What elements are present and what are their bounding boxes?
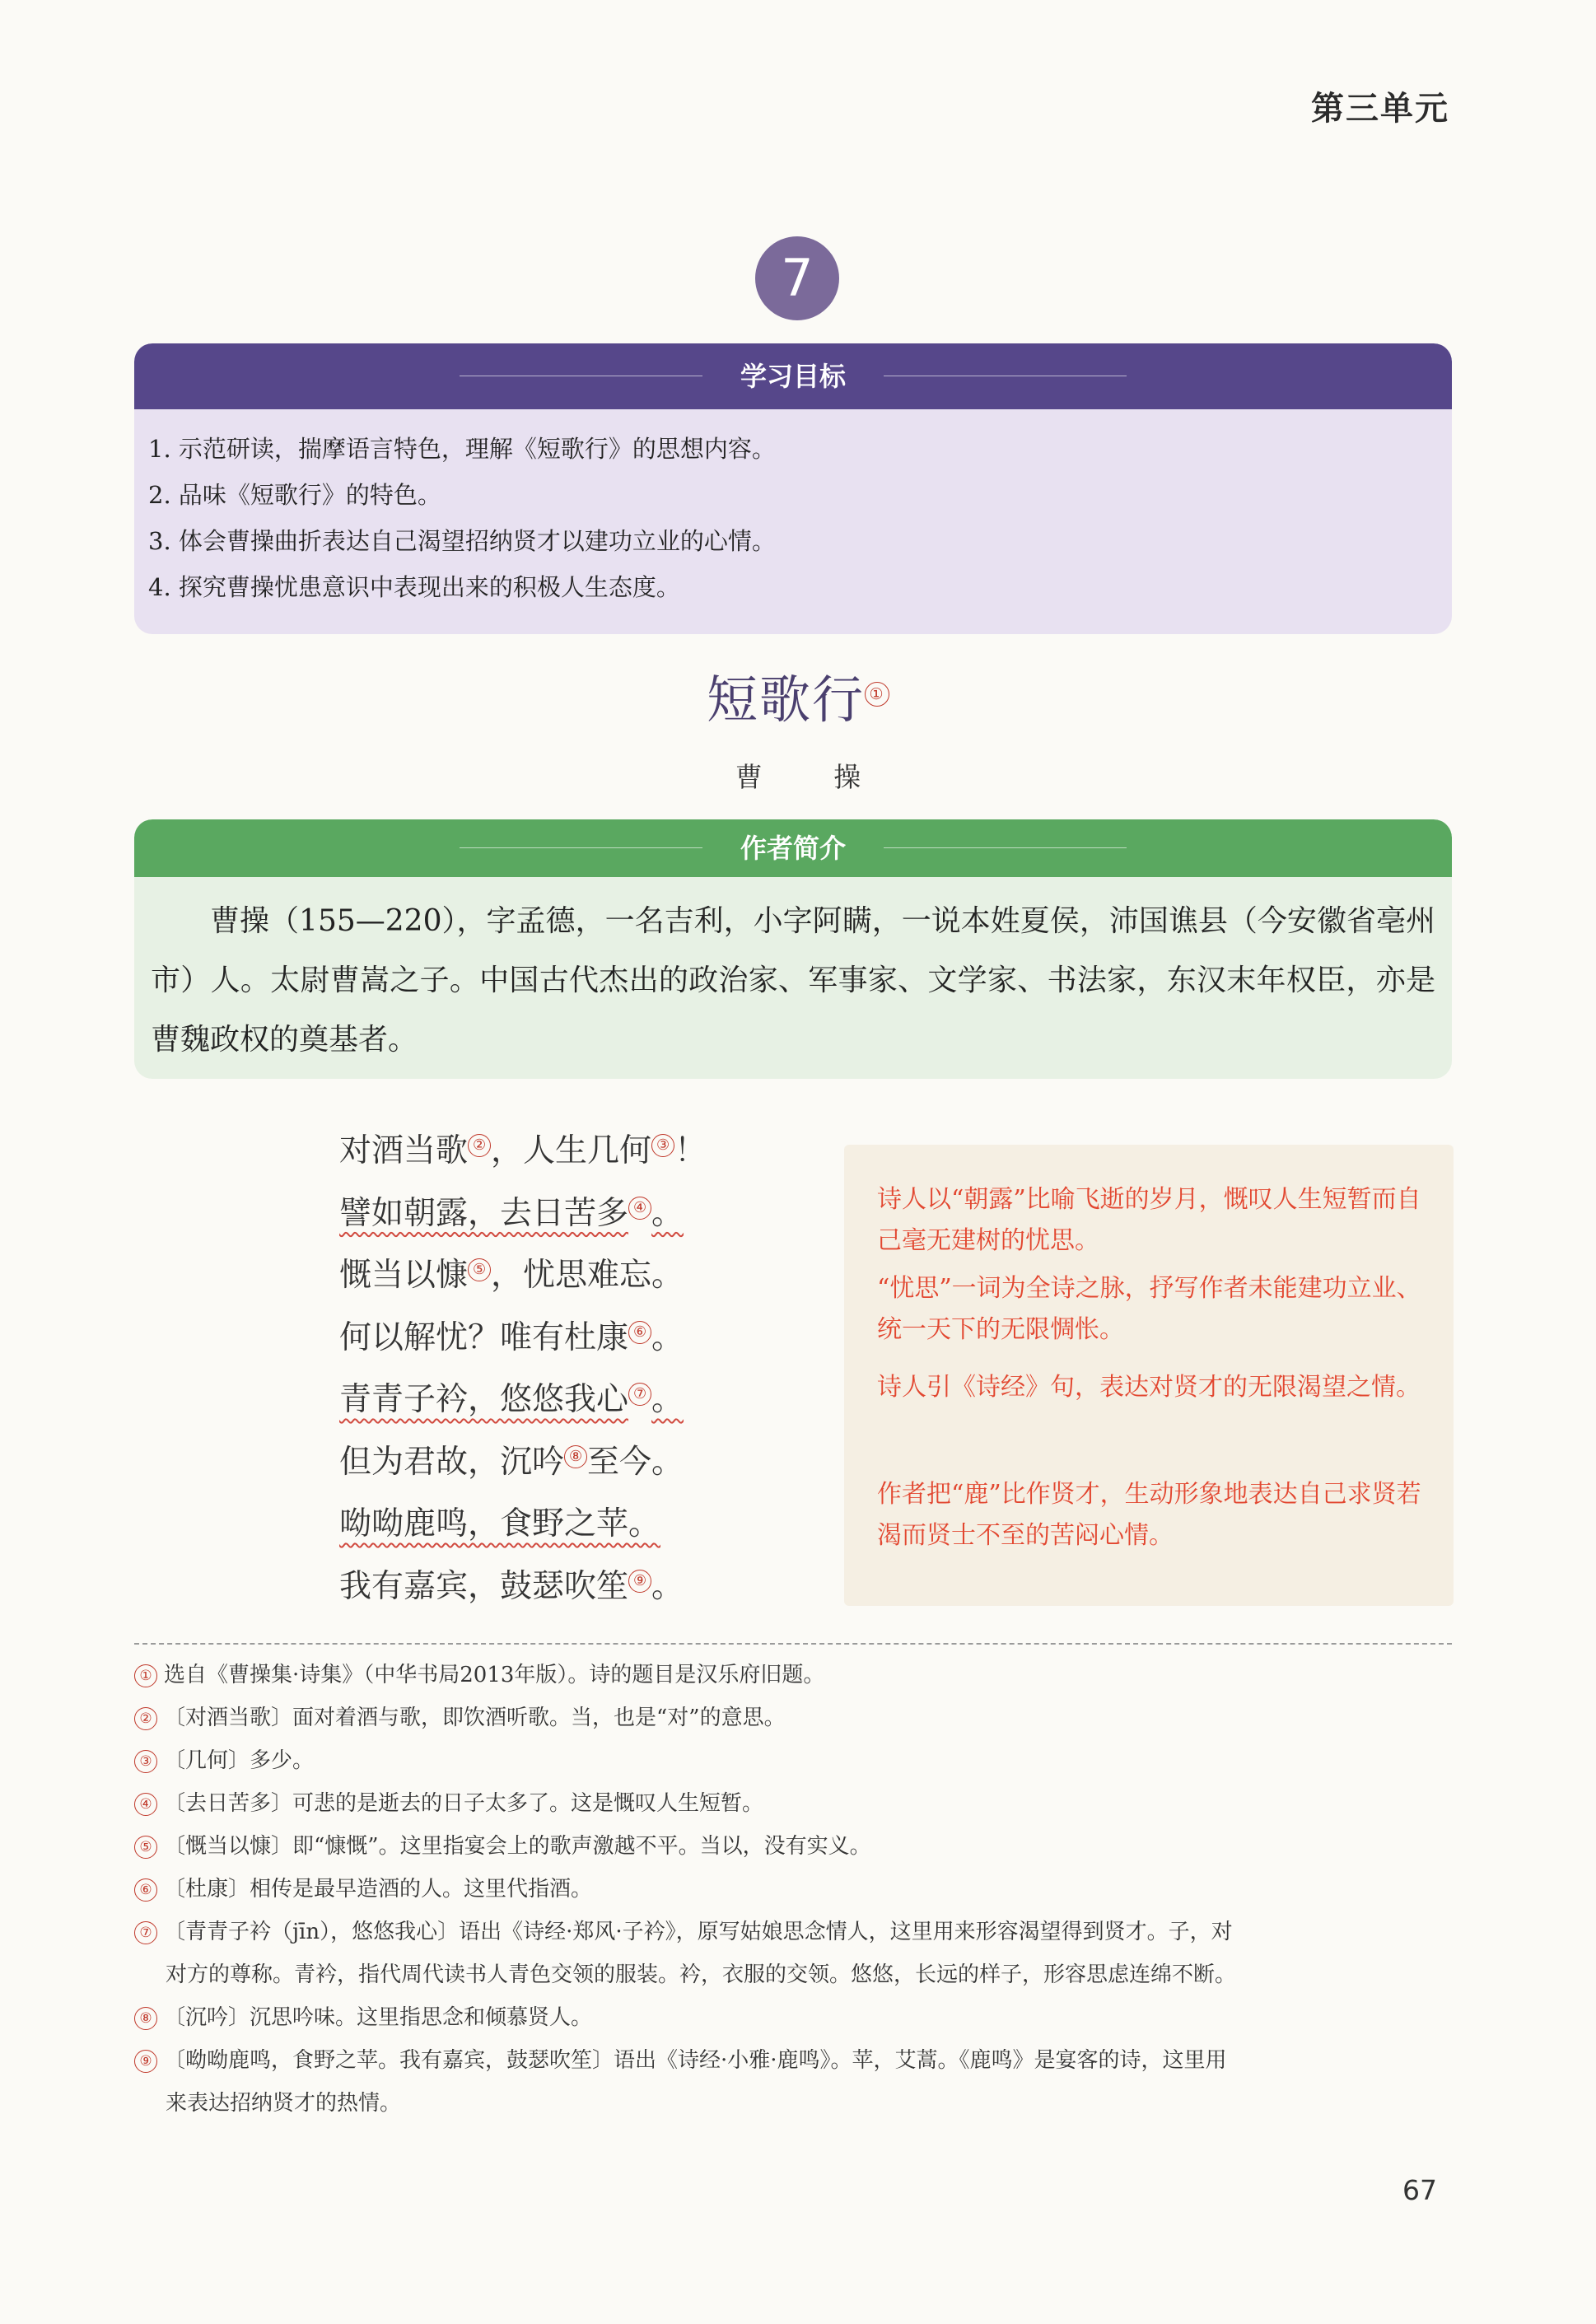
footnote-marker: ⑦ xyxy=(628,1383,651,1406)
objectives-list xyxy=(134,409,1452,610)
intro-title: 作者简介 xyxy=(740,833,846,864)
footnote: ⑥ 〔杜康〕相传是最早造酒的人。这里代指酒。 xyxy=(134,1868,1456,1911)
author-intro-box xyxy=(134,819,1452,1079)
footnote-divider xyxy=(134,1643,1452,1645)
poem-line: 譬如朝露，去日苦多 ④ 。 xyxy=(339,1194,684,1232)
poem-line: 我有嘉宾，鼓瑟吹笙 ⑨ 。 xyxy=(339,1567,684,1605)
objective-item: 2. 品味《短歌行》的特色。 xyxy=(148,481,441,509)
footnote: ⑨ 〔呦呦鹿鸣，食野之苹。我有嘉宾，鼓瑟吹笙〕语出《诗经·小雅·鹿鸣》。苹，艾蒿。《鹿鸣》是宴客的诗，这里用 来表达招纳贤才的热情。 xyxy=(134,2039,1456,2125)
poem-line: 慨当以慷 ⑤ ，忧思难忘。 xyxy=(339,1257,684,1294)
footnote-marker: ⑧ xyxy=(564,1445,587,1468)
side-note: 诗人以“朝露”比喻飞逝的岁月，慨叹人生短暂而自己毫无建树的忧思。 xyxy=(877,1185,1421,1255)
footnote: ② 〔对酒当歌〕面对着酒与歌，即饮酒听歌。当，也是“对”的意思。 xyxy=(134,1696,1456,1739)
footnote-marker: ⑥ xyxy=(628,1321,651,1344)
footnote: ① 选自《曹操集·诗集》（中华书局2013年版）。诗的题目是汉乐府旧题。 xyxy=(134,1654,1456,1696)
footnote: ③ 〔几何〕多少。 xyxy=(134,1739,1456,1782)
objective-item: 1. 示范研读，揣摩语言特色，理解《短歌行》的思想内容。 xyxy=(148,435,776,463)
poem-author: 曹 操 xyxy=(735,761,893,793)
learning-objectives-box xyxy=(134,343,1452,634)
footnote: ⑧ 〔沉吟〕沉思吟味。这里指思念和倾慕贤人。 xyxy=(134,1996,1456,2039)
page-number: 67 xyxy=(1402,2174,1437,2206)
footnote: ⑤ 〔慨当以慷〕即“慷慨”。这里指宴会上的歌声激越不平。当以，没有实义。 xyxy=(134,1825,1456,1868)
side-notes-panel xyxy=(844,1145,1454,1606)
footnotes xyxy=(134,1654,1456,2125)
poem-line: 对酒当歌 ② ，人生几何 ③ ！ xyxy=(339,1132,707,1169)
poem-body xyxy=(339,1120,707,1617)
side-note: 作者把“鹿”比作贤才，生动形象地表达自己求贤若渴而贤士不至的苦闷心情。 xyxy=(877,1480,1421,1550)
poem-line: 呦呦鹿鸣，食野之苹。 xyxy=(339,1505,661,1542)
footnote-marker: ⑨ xyxy=(628,1570,651,1593)
unit-header: 第三单元 xyxy=(1311,90,1449,128)
side-note: 诗人引《诗经》句，表达对贤才的无限渴望之情。 xyxy=(877,1373,1421,1402)
lesson-number-badge: 7 xyxy=(755,236,839,320)
poem-line: 但为君故，沉吟 ⑧ 至今。 xyxy=(339,1443,684,1481)
poem-line: 青青子衿，悠悠我心 ⑦ 。 xyxy=(339,1381,684,1418)
objectives-title: 学习目标 xyxy=(740,361,846,392)
header-rule-right xyxy=(884,847,1127,848)
footnote-marker: ① xyxy=(865,682,889,707)
footnote-marker: ④ xyxy=(628,1197,651,1220)
objective-item: 4. 探究曹操忧患意识中表现出来的积极人生态度。 xyxy=(148,573,680,601)
objective-item: 3. 体会曹操曲折表达自己渴望招纳贤才以建功立业的心情。 xyxy=(148,527,776,555)
footnote-marker: ③ xyxy=(651,1134,674,1157)
footnote: ④ 〔去日苦多〕可悲的是逝去的日子太多了。这是慨叹人生短暂。 xyxy=(134,1782,1456,1825)
poem-line: 何以解忧？唯有杜康 ⑥ 。 xyxy=(339,1318,684,1356)
footnote-marker: ② xyxy=(468,1134,491,1157)
poem-title-text: 短歌行 xyxy=(706,670,865,730)
footnote: ⑦ 〔青青子衿（jīn），悠悠我心〕语出《诗经·郑风·子衿》，原写姑娘思念情人，这里用来形容渴望得到贤才。子，对 对方的尊称。青衿，指代周代读书人青色交领的服装。衿，衣服的交领。悠悠，长远的样子，形容思虑连绵不断。 xyxy=(134,1911,1456,1996)
intro-text: 曹操（155—220），字孟德，一名吉利，小字阿瞒，一说本姓夏侯，沛国谯县（今安徽省亳州市）人。太尉曹嵩之子。中国古代杰出的政治家、军事家、文学家、书法家，东汉末年权臣，亦是曹魏政权的奠基者。 xyxy=(151,904,1435,1057)
objectives-header-bar xyxy=(134,343,1452,409)
footnote-marker: ⑤ xyxy=(468,1258,491,1281)
poem-title xyxy=(0,659,1596,732)
intro-header-bar xyxy=(134,819,1452,877)
side-note: “忧思”一词为全诗之脉，抒写作者未能建功立业、统一天下的无限惆怅。 xyxy=(877,1274,1421,1344)
